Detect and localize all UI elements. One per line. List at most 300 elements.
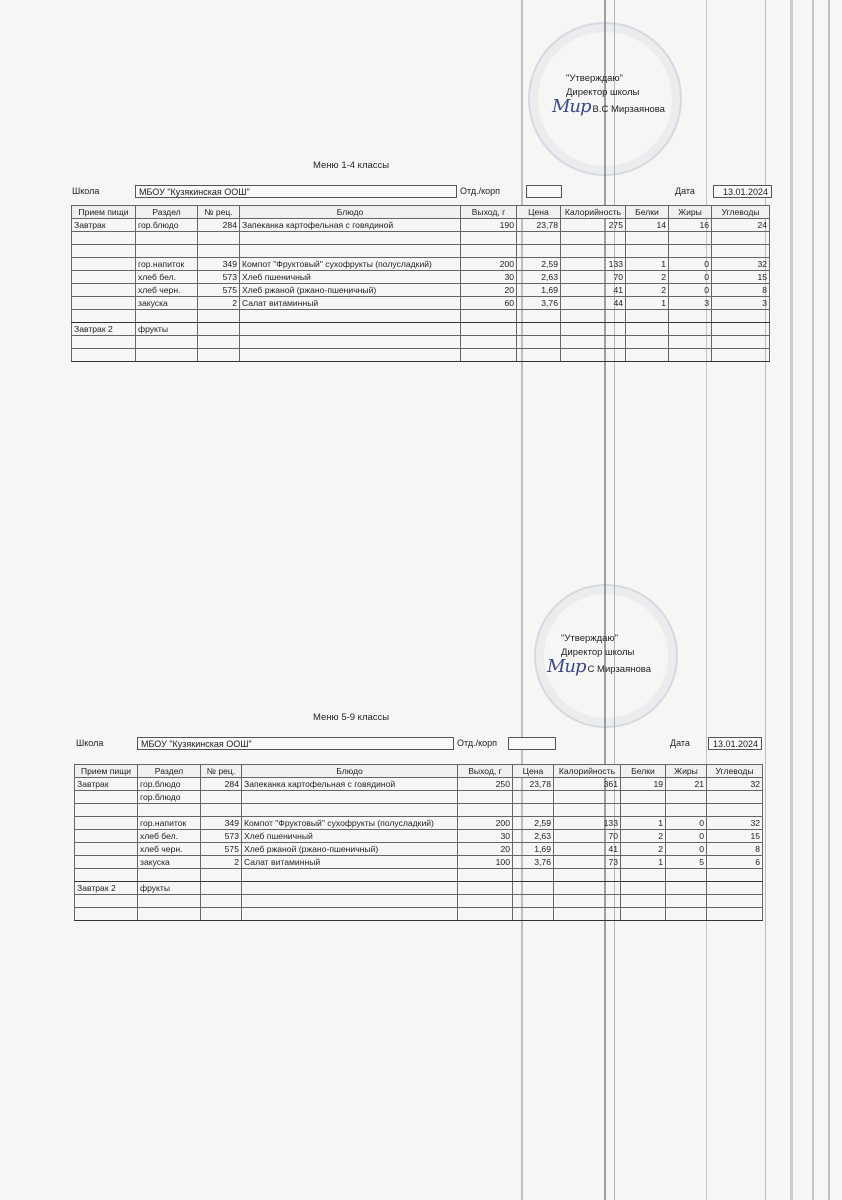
table-cell-meal bbox=[75, 817, 138, 830]
table-cell-carb: 32 bbox=[712, 258, 770, 271]
table-cell-dish bbox=[240, 336, 461, 349]
date-field: 13.01.2024 bbox=[708, 737, 762, 750]
table-row bbox=[75, 908, 763, 921]
table-cell-carb: 6 bbox=[707, 856, 763, 869]
table-cell-fat bbox=[666, 804, 707, 817]
table-cell-prot: 14 bbox=[626, 219, 669, 232]
table-cell-rec: 2 bbox=[201, 856, 242, 869]
table-cell-rec bbox=[198, 336, 240, 349]
table-row bbox=[75, 856, 763, 869]
table-cell-price: 1,69 bbox=[517, 284, 561, 297]
column-header: Углеводы bbox=[707, 765, 763, 778]
table-cell-dish bbox=[240, 323, 461, 336]
table-cell-price: 2,63 bbox=[513, 830, 554, 843]
table-cell-section: закуска bbox=[138, 856, 201, 869]
table-cell-carb: 32 bbox=[707, 778, 763, 791]
table-cell-out: 30 bbox=[458, 830, 513, 843]
table-cell-cal: 133 bbox=[561, 258, 626, 271]
table-row bbox=[72, 232, 770, 245]
table-cell-dish: Запеканка картофельная с говядиной bbox=[242, 778, 458, 791]
table-cell-cal: 361 bbox=[554, 778, 621, 791]
table-cell-dish bbox=[242, 791, 458, 804]
table-cell-rec bbox=[201, 908, 242, 921]
table-cell-prot: 2 bbox=[626, 271, 669, 284]
table-cell-prot bbox=[621, 908, 666, 921]
table-cell-rec bbox=[198, 323, 240, 336]
table-cell-meal bbox=[72, 310, 136, 323]
table-cell-carb bbox=[707, 791, 763, 804]
table-cell-price: 2,59 bbox=[513, 817, 554, 830]
dept-field bbox=[508, 737, 556, 750]
director-signature: Мир bbox=[552, 96, 591, 117]
table-cell-rec bbox=[201, 791, 242, 804]
table-cell-prot: 1 bbox=[626, 258, 669, 271]
column-header: Прием пищи bbox=[75, 765, 138, 778]
table-cell-out: 200 bbox=[458, 817, 513, 830]
table-cell-meal bbox=[72, 258, 136, 271]
table-cell-cal bbox=[561, 310, 626, 323]
table-cell-dish bbox=[242, 804, 458, 817]
table-cell-rec: 284 bbox=[198, 219, 240, 232]
table-cell-fat bbox=[666, 869, 707, 882]
table-cell-prot bbox=[621, 895, 666, 908]
approval-line1: "Утверждаю" bbox=[561, 633, 618, 644]
table-cell-prot bbox=[621, 791, 666, 804]
table-cell-rec: 284 bbox=[201, 778, 242, 791]
table-cell-price: 2,59 bbox=[517, 258, 561, 271]
table-cell-out: 190 bbox=[461, 219, 517, 232]
table-cell-fat: 0 bbox=[669, 271, 712, 284]
table-cell-section: хлеб бел. bbox=[138, 830, 201, 843]
table-cell-carb bbox=[707, 869, 763, 882]
table-cell-out: 20 bbox=[461, 284, 517, 297]
table-cell-fat: 0 bbox=[666, 843, 707, 856]
column-header: Углеводы bbox=[712, 206, 770, 219]
table-cell-carb bbox=[707, 882, 763, 895]
table-cell-prot: 1 bbox=[626, 297, 669, 310]
table-cell-price bbox=[513, 869, 554, 882]
table-cell-price bbox=[517, 232, 561, 245]
table-cell-price: 1,69 bbox=[513, 843, 554, 856]
table-cell-fat: 0 bbox=[666, 830, 707, 843]
table-cell-section: хлеб бел. bbox=[136, 271, 198, 284]
column-header: Выход, г bbox=[458, 765, 513, 778]
table-cell-cal bbox=[561, 323, 626, 336]
table-cell-dish: Хлеб ржаной (ржано-пшеничный) bbox=[240, 284, 461, 297]
table-cell-meal bbox=[75, 856, 138, 869]
table-cell-out: 250 bbox=[458, 778, 513, 791]
table-cell-section bbox=[136, 232, 198, 245]
table-cell-carb bbox=[712, 336, 770, 349]
table-row bbox=[75, 895, 763, 908]
table-cell-cal: 41 bbox=[561, 284, 626, 297]
table-cell-price bbox=[517, 245, 561, 258]
table-row bbox=[72, 245, 770, 258]
table-cell-out bbox=[461, 245, 517, 258]
table-row bbox=[72, 258, 770, 271]
director-name: В.С Мирзаянова bbox=[592, 104, 665, 115]
table-cell-dish: Хлеб ржаной (ржано-пшеничный) bbox=[242, 843, 458, 856]
table-row bbox=[75, 817, 763, 830]
scan-streak bbox=[790, 0, 793, 1200]
table-cell-price bbox=[513, 804, 554, 817]
column-header: № рец. bbox=[198, 206, 240, 219]
table-cell-rec bbox=[201, 869, 242, 882]
table-cell-cal bbox=[561, 232, 626, 245]
table-cell-fat bbox=[669, 323, 712, 336]
table-cell-rec bbox=[198, 232, 240, 245]
table-cell-section: хлеб черн. bbox=[136, 284, 198, 297]
table-cell-section: фрукты bbox=[138, 882, 201, 895]
table-cell-carb bbox=[712, 245, 770, 258]
column-header: № рец. bbox=[201, 765, 242, 778]
table-cell-meal bbox=[72, 284, 136, 297]
table-cell-carb bbox=[707, 908, 763, 921]
table-cell-prot bbox=[621, 869, 666, 882]
table-cell-dish: Запеканка картофельная с говядиной bbox=[240, 219, 461, 232]
table-cell-section bbox=[138, 895, 201, 908]
signature-line bbox=[547, 656, 651, 677]
table-cell-out bbox=[461, 336, 517, 349]
table-cell-price: 23,78 bbox=[517, 219, 561, 232]
school-label: Школа bbox=[76, 738, 104, 748]
date-field: 13.01.2024 bbox=[713, 185, 772, 198]
table-cell-out bbox=[461, 310, 517, 323]
table-cell-cal bbox=[561, 336, 626, 349]
table-cell-carb: 24 bbox=[712, 219, 770, 232]
table-cell-section bbox=[138, 908, 201, 921]
table-cell-cal bbox=[554, 908, 621, 921]
table-cell-carb bbox=[707, 895, 763, 908]
table-row bbox=[75, 882, 763, 895]
table-cell-section bbox=[138, 869, 201, 882]
table-cell-price bbox=[517, 349, 561, 362]
table-cell-out: 20 bbox=[458, 843, 513, 856]
dept-field bbox=[526, 185, 562, 198]
table-cell-rec: 2 bbox=[198, 297, 240, 310]
column-header: Раздел bbox=[138, 765, 201, 778]
table-cell-rec bbox=[201, 882, 242, 895]
table-cell-section bbox=[136, 310, 198, 323]
table-cell-fat: 3 bbox=[669, 297, 712, 310]
column-header: Раздел bbox=[136, 206, 198, 219]
table-cell-rec bbox=[201, 804, 242, 817]
table-cell-dish: Компот "Фруктовый" сухофрукты (полусладкий) bbox=[242, 817, 458, 830]
table-cell-fat bbox=[669, 310, 712, 323]
table-cell-section: хлеб черн. bbox=[138, 843, 201, 856]
column-header: Белки bbox=[626, 206, 669, 219]
table-row bbox=[75, 869, 763, 882]
table-cell-fat bbox=[669, 336, 712, 349]
table-cell-fat bbox=[669, 245, 712, 258]
table-cell-rec: 573 bbox=[201, 830, 242, 843]
table-cell-section: гор.напиток bbox=[136, 258, 198, 271]
table-cell-meal bbox=[75, 804, 138, 817]
table-cell-rec: 349 bbox=[201, 817, 242, 830]
scan-streak bbox=[812, 0, 814, 1200]
table-cell-dish: Салат витаминный bbox=[240, 297, 461, 310]
table-cell-rec: 575 bbox=[198, 284, 240, 297]
table-cell-meal: Завтрак 2 bbox=[75, 882, 138, 895]
table-cell-fat: 0 bbox=[669, 258, 712, 271]
table-cell-carb bbox=[707, 804, 763, 817]
table-cell-section bbox=[138, 804, 201, 817]
table-cell-price: 2,63 bbox=[517, 271, 561, 284]
table-cell-meal bbox=[72, 297, 136, 310]
table-cell-rec: 349 bbox=[198, 258, 240, 271]
table-cell-carb: 3 bbox=[712, 297, 770, 310]
table-cell-carb bbox=[712, 323, 770, 336]
table-cell-price bbox=[517, 336, 561, 349]
table-row bbox=[72, 349, 770, 362]
column-header: Выход, г bbox=[461, 206, 517, 219]
approval-block bbox=[552, 72, 665, 117]
table-cell-carb bbox=[712, 232, 770, 245]
column-header: Прием пищи bbox=[72, 206, 136, 219]
table-row bbox=[72, 310, 770, 323]
table-cell-prot: 2 bbox=[621, 830, 666, 843]
table-cell-price bbox=[513, 882, 554, 895]
school-label: Школа bbox=[72, 186, 100, 196]
table-cell-prot bbox=[626, 310, 669, 323]
table-cell-rec bbox=[198, 310, 240, 323]
signature-line bbox=[552, 96, 665, 117]
table-cell-out bbox=[458, 882, 513, 895]
table-cell-cal bbox=[554, 895, 621, 908]
menu-table bbox=[74, 764, 763, 921]
column-header: Калорийность bbox=[554, 765, 621, 778]
dept-label: Отд./корп bbox=[457, 738, 497, 748]
column-header: Блюдо bbox=[240, 206, 461, 219]
table-cell-out bbox=[461, 323, 517, 336]
table-cell-carb bbox=[712, 310, 770, 323]
table-cell-meal: Завтрак bbox=[72, 219, 136, 232]
table-cell-dish bbox=[240, 232, 461, 245]
column-header: Калорийность bbox=[561, 206, 626, 219]
table-cell-dish bbox=[240, 245, 461, 258]
table-cell-section bbox=[136, 349, 198, 362]
table-row bbox=[75, 804, 763, 817]
scan-streak bbox=[521, 0, 523, 1200]
approval-line1: "Утверждаю" bbox=[566, 73, 623, 84]
table-cell-fat bbox=[666, 791, 707, 804]
table-cell-dish: Хлеб пшеничный bbox=[240, 271, 461, 284]
table-cell-cal: 133 bbox=[554, 817, 621, 830]
table-cell-carb: 8 bbox=[712, 284, 770, 297]
table-cell-out: 200 bbox=[461, 258, 517, 271]
table-cell-meal bbox=[72, 245, 136, 258]
director-signature: Мир bbox=[547, 656, 586, 677]
table-cell-fat: 16 bbox=[669, 219, 712, 232]
table-cell-section: закуска bbox=[136, 297, 198, 310]
date-label: Дата bbox=[675, 186, 695, 196]
table-cell-fat bbox=[666, 908, 707, 921]
table-cell-cal bbox=[554, 882, 621, 895]
table-cell-prot: 2 bbox=[626, 284, 669, 297]
table-cell-price: 3,76 bbox=[513, 856, 554, 869]
table-cell-prot: 2 bbox=[621, 843, 666, 856]
table-cell-price: 3,76 bbox=[517, 297, 561, 310]
scan-streak bbox=[706, 0, 707, 1200]
table-cell-out bbox=[458, 869, 513, 882]
school-field: МБОУ "Кузякинская ООШ" bbox=[137, 737, 454, 750]
table-cell-dish: Хлеб пшеничный bbox=[242, 830, 458, 843]
table-cell-meal bbox=[72, 271, 136, 284]
table-cell-fat bbox=[666, 882, 707, 895]
table-cell-section: фрукты bbox=[136, 323, 198, 336]
table-cell-price: 23,78 bbox=[513, 778, 554, 791]
table-cell-out bbox=[458, 895, 513, 908]
table-cell-price bbox=[517, 310, 561, 323]
table-header-row bbox=[72, 206, 770, 219]
table-cell-carb: 32 bbox=[707, 817, 763, 830]
table-cell-meal bbox=[75, 830, 138, 843]
table-row bbox=[72, 323, 770, 336]
table-cell-dish bbox=[240, 349, 461, 362]
table-cell-prot bbox=[626, 336, 669, 349]
table-cell-prot bbox=[621, 804, 666, 817]
scan-streak bbox=[765, 0, 766, 1200]
table-row bbox=[75, 843, 763, 856]
table-cell-rec bbox=[198, 245, 240, 258]
table-cell-fat: 5 bbox=[666, 856, 707, 869]
table-cell-price bbox=[517, 323, 561, 336]
table-cell-cal: 73 bbox=[554, 856, 621, 869]
table-cell-prot bbox=[626, 323, 669, 336]
table-cell-price bbox=[513, 908, 554, 921]
scan-streak bbox=[828, 0, 830, 1200]
table-cell-section bbox=[136, 245, 198, 258]
table-cell-carb: 15 bbox=[707, 830, 763, 843]
table-cell-meal bbox=[75, 895, 138, 908]
table-cell-cal bbox=[554, 791, 621, 804]
table-cell-dish: Компот "Фруктовый" сухофрукты (полусладкий) bbox=[240, 258, 461, 271]
table-cell-meal bbox=[75, 791, 138, 804]
menu-title: Меню 5-9 классы bbox=[313, 712, 390, 723]
table-cell-carb bbox=[712, 349, 770, 362]
date-label: Дата bbox=[670, 738, 690, 748]
table-cell-meal bbox=[75, 869, 138, 882]
school-header-row bbox=[76, 737, 766, 751]
table-cell-price bbox=[513, 791, 554, 804]
table-cell-prot bbox=[621, 882, 666, 895]
table-cell-out: 100 bbox=[458, 856, 513, 869]
table-cell-out bbox=[458, 908, 513, 921]
table-cell-fat bbox=[669, 349, 712, 362]
table-cell-dish bbox=[242, 869, 458, 882]
table-cell-meal: Завтрак bbox=[75, 778, 138, 791]
table-cell-prot: 1 bbox=[621, 817, 666, 830]
table-row bbox=[75, 791, 763, 804]
table-row bbox=[75, 778, 763, 791]
table-cell-out bbox=[458, 804, 513, 817]
menu-table bbox=[71, 205, 770, 362]
approval-block bbox=[547, 632, 651, 677]
column-header: Цена bbox=[517, 206, 561, 219]
table-cell-prot bbox=[626, 349, 669, 362]
table-row bbox=[72, 297, 770, 310]
table-cell-fat: 0 bbox=[666, 817, 707, 830]
table-cell-cal bbox=[554, 869, 621, 882]
table-cell-section: гор.блюдо bbox=[138, 778, 201, 791]
column-header: Жиры bbox=[669, 206, 712, 219]
table-cell-out bbox=[461, 232, 517, 245]
table-cell-meal bbox=[75, 908, 138, 921]
column-header: Жиры bbox=[666, 765, 707, 778]
table-cell-section: гор.блюдо bbox=[138, 791, 201, 804]
table-cell-rec: 573 bbox=[198, 271, 240, 284]
table-cell-prot bbox=[626, 232, 669, 245]
table-cell-out: 30 bbox=[461, 271, 517, 284]
table-cell-section: гор.напиток bbox=[138, 817, 201, 830]
table-cell-meal bbox=[72, 349, 136, 362]
dept-label: Отд./корп bbox=[460, 186, 500, 196]
table-cell-section bbox=[136, 336, 198, 349]
table-cell-meal bbox=[72, 336, 136, 349]
table-cell-prot: 19 bbox=[621, 778, 666, 791]
table-cell-carb: 15 bbox=[712, 271, 770, 284]
table-cell-cal: 70 bbox=[561, 271, 626, 284]
table-cell-dish bbox=[242, 895, 458, 908]
approval-line2: Директор школы bbox=[566, 87, 640, 98]
table-cell-dish bbox=[240, 310, 461, 323]
table-cell-meal bbox=[75, 843, 138, 856]
table-cell-dish bbox=[242, 908, 458, 921]
table-cell-out bbox=[461, 349, 517, 362]
table-cell-prot bbox=[626, 245, 669, 258]
table-row bbox=[72, 336, 770, 349]
table-cell-cal bbox=[561, 245, 626, 258]
column-header: Блюдо bbox=[242, 765, 458, 778]
table-row bbox=[72, 219, 770, 232]
table-cell-cal: 70 bbox=[554, 830, 621, 843]
column-header: Белки bbox=[621, 765, 666, 778]
table-cell-cal: 44 bbox=[561, 297, 626, 310]
table-cell-fat: 0 bbox=[669, 284, 712, 297]
school-header-row bbox=[72, 185, 772, 199]
approval-line2: Директор школы bbox=[561, 647, 635, 658]
table-header-row bbox=[75, 765, 763, 778]
table-row bbox=[75, 830, 763, 843]
table-cell-meal bbox=[72, 232, 136, 245]
table-cell-fat bbox=[666, 895, 707, 908]
table-cell-rec bbox=[198, 349, 240, 362]
table-cell-fat: 21 bbox=[666, 778, 707, 791]
school-field: МБОУ "Кузякинская ООШ" bbox=[135, 185, 457, 198]
table-cell-out: 60 bbox=[461, 297, 517, 310]
table-cell-fat bbox=[669, 232, 712, 245]
table-cell-cal: 275 bbox=[561, 219, 626, 232]
table-cell-cal bbox=[561, 349, 626, 362]
table-cell-out bbox=[458, 791, 513, 804]
table-cell-rec bbox=[201, 895, 242, 908]
table-cell-dish bbox=[242, 882, 458, 895]
table-cell-cal bbox=[554, 804, 621, 817]
director-name: С Мирзаянова bbox=[587, 664, 651, 675]
table-cell-prot: 1 bbox=[621, 856, 666, 869]
table-cell-section: гор.блюдо bbox=[136, 219, 198, 232]
table-cell-price bbox=[513, 895, 554, 908]
table-cell-carb: 8 bbox=[707, 843, 763, 856]
table-cell-rec: 575 bbox=[201, 843, 242, 856]
table-cell-meal: Завтрак 2 bbox=[72, 323, 136, 336]
column-header: Цена bbox=[513, 765, 554, 778]
table-row bbox=[72, 271, 770, 284]
menu-title: Меню 1-4 классы bbox=[313, 160, 390, 171]
table-cell-dish: Салат витаминный bbox=[242, 856, 458, 869]
table-row bbox=[72, 284, 770, 297]
table-cell-cal: 41 bbox=[554, 843, 621, 856]
